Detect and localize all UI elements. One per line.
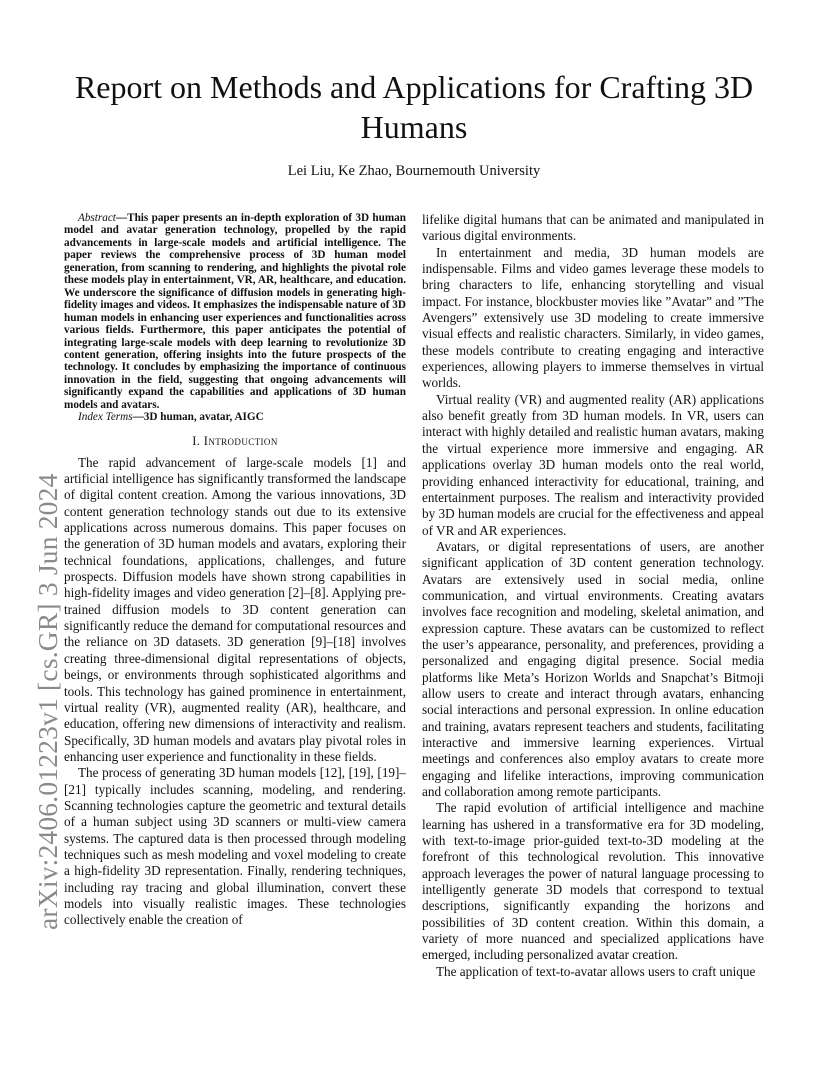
index-terms-dash: — xyxy=(132,411,144,424)
body-paragraph: In entertainment and media, 3D human models are indispensable. Films and video games leverage these models to bring characters to life, enhancing storytelling and visual impact. For instance, blockbuster movies like ”Avatar” and ”The Avengers” extensively use 3D modeling to create immersive visual effects and realistic characters. Similarly, in video games, these models contribute to creating engaging and interactive experiences, allowing players to immerse themselves in virtual worlds. xyxy=(422,244,764,391)
body-paragraph: The rapid advancement of large-scale models [1] and artificial intelligence has significantly transformed the landscape of digital content creation. Among the various innovations, 3D content generation technology stands out due to its extensive applications across numerous domains. This paper focuses on the generation of 3D human models and avatars, exploring their technical foundations, applications, challenges, and future prospects. Diffusion models have shown strong capabilities in high-fidelity images and video generation [2]–[8]. Applying pre-trained diffusion models to 3D content generation can significantly reduce the demand for computational resources and the reliance on 3D datasets. 3D generation [9]–[18] involves creating three-dimensional digital representations of objects, beings, or environments through sophisticated algorithms and tools. This technology has gained prominence in entertainment, virtual reality (VR), augmented reality (AR), healthcare, and education, offering new dimensions of interactivity and realism. Specifically, 3D human models and avatars play pivotal roles in enhancing user experience and functionality in these fields. xyxy=(64,454,406,764)
body-paragraph: The application of text-to-avatar allows users to craft unique xyxy=(436,963,756,979)
abstract xyxy=(64,212,406,411)
abstract-text: This paper presents an in-depth exploration of 3D human model and avatar generation technology, propelled by the rapid advancements in large-scale models and artificial intelligence. The paper reviews the comprehensive process of 3D human model generation, from scanning to rendering, and highlights the pivotal role these models play in entertainment, VR, AR, healthcare, and education. We underscore the significance of diffusion models in generating high-fidelity images and videos. It emphasizes the indispensable nature of 3D human models in enhancing user experiences and functionalities across various fields. Furthermore, this paper anticipates the potential of integrating large-scale models with deep learning to revolutionize 3D content generation, offering insights into the future prospects of the technology. It concludes by emphasizing the importance of continuous innovation in the field, suggesting that ongoing advancements will significantly expand the capabilities and applications of 3D human models and avatars. xyxy=(64,212,406,411)
right-column xyxy=(422,212,764,980)
paper-title: Report on Methods and Applications for Crafting 3D Humans xyxy=(74,69,754,145)
section-number: I. xyxy=(192,433,201,448)
body-paragraph: Virtual reality (VR) and augmented reality (AR) applications also benefit greatly from 3D human models. In VR, users can interact with highly detailed and realistic human avatars, making the virtual experience more immersive and engaging. AR applications overlay 3D human models onto the real world, providing enhanced interactivity for educational, training, and entertainment purposes. The realism and interactivity provided by 3D human models are crucial for the effectiveness and appeal of VR and AR experiences. xyxy=(422,391,764,538)
body-paragraph: The rapid evolution of artificial intelligence and machine learning has ushered in a transformative era for 3D modeling, with text-to-image prior-guided text-to-3D modeling at the forefront of this technological revolution. This innovative approach leverages the power of natural language processing to intelligently generate 3D models that correspond to textual descriptions, significantly expanding the horizons and possibilities of 3D content creation. Within this domain, a variety of more nuanced and specialized applications have emerged, including personalized avatar creation. xyxy=(422,800,764,963)
arxiv-identifier-stamp: arXiv:2406.01223v1 [cs.GR] 3 Jun 2024 xyxy=(32,473,63,930)
abstract-label: Abstract xyxy=(78,212,116,224)
index-terms-label: Index Terms xyxy=(78,411,133,424)
body-paragraph: Avatars, or digital representations of users, are another significant application of 3D content generation technology. Avatars are extensively used in social media, online communication, and virtual environments. Creating avatars involves face recognition and modeling, skeletal animation, and expression capture. These avatars can be customized to reflect the user’s appearance, personality, and preferences, providing a personalized and engaging digital presence. Social media platforms like Meta’s Horizon Worlds and Snapchat’s Bitmoji allow users to create and interact through avatars, enhancing social interactions and personal expression. In online education and training, avatars represent teachers and students, facilitating interactive and immersive learning experiences. Virtual meetings and conferences also employ avatars to create more engaging and lifelike interactions, improving communication and collaboration among remote participants. xyxy=(422,538,764,800)
index-terms xyxy=(64,411,406,423)
author-line: Lei Liu, Ke Zhao, Bournemouth University xyxy=(287,163,541,179)
body-paragraph-continued: lifelike digital humans that can be animated and manipulated in various digital environments. xyxy=(422,212,764,244)
left-column xyxy=(64,212,406,929)
body-paragraph: The process of generating 3D human models [12], [19], [19]–[21] typically includes scanning, modeling, and rendering. Scanning technologies capture the geometric and textural details of a human subject using 3D scanners or multi-view camera systems. The captured data is then processed through modeling techniques such as mesh modeling and voxel modeling to create a high-fidelity 3D representation. Finally, rendering techniques, including ray tracing and global illumination, convert these models into visually realistic images. These technologies collectively enable the creation of xyxy=(64,765,406,928)
section-heading xyxy=(64,434,406,449)
abstract-dash: — xyxy=(115,212,128,224)
section-name: Introduction xyxy=(203,433,278,448)
index-terms-text: 3D human, avatar, AIGC xyxy=(143,411,264,424)
